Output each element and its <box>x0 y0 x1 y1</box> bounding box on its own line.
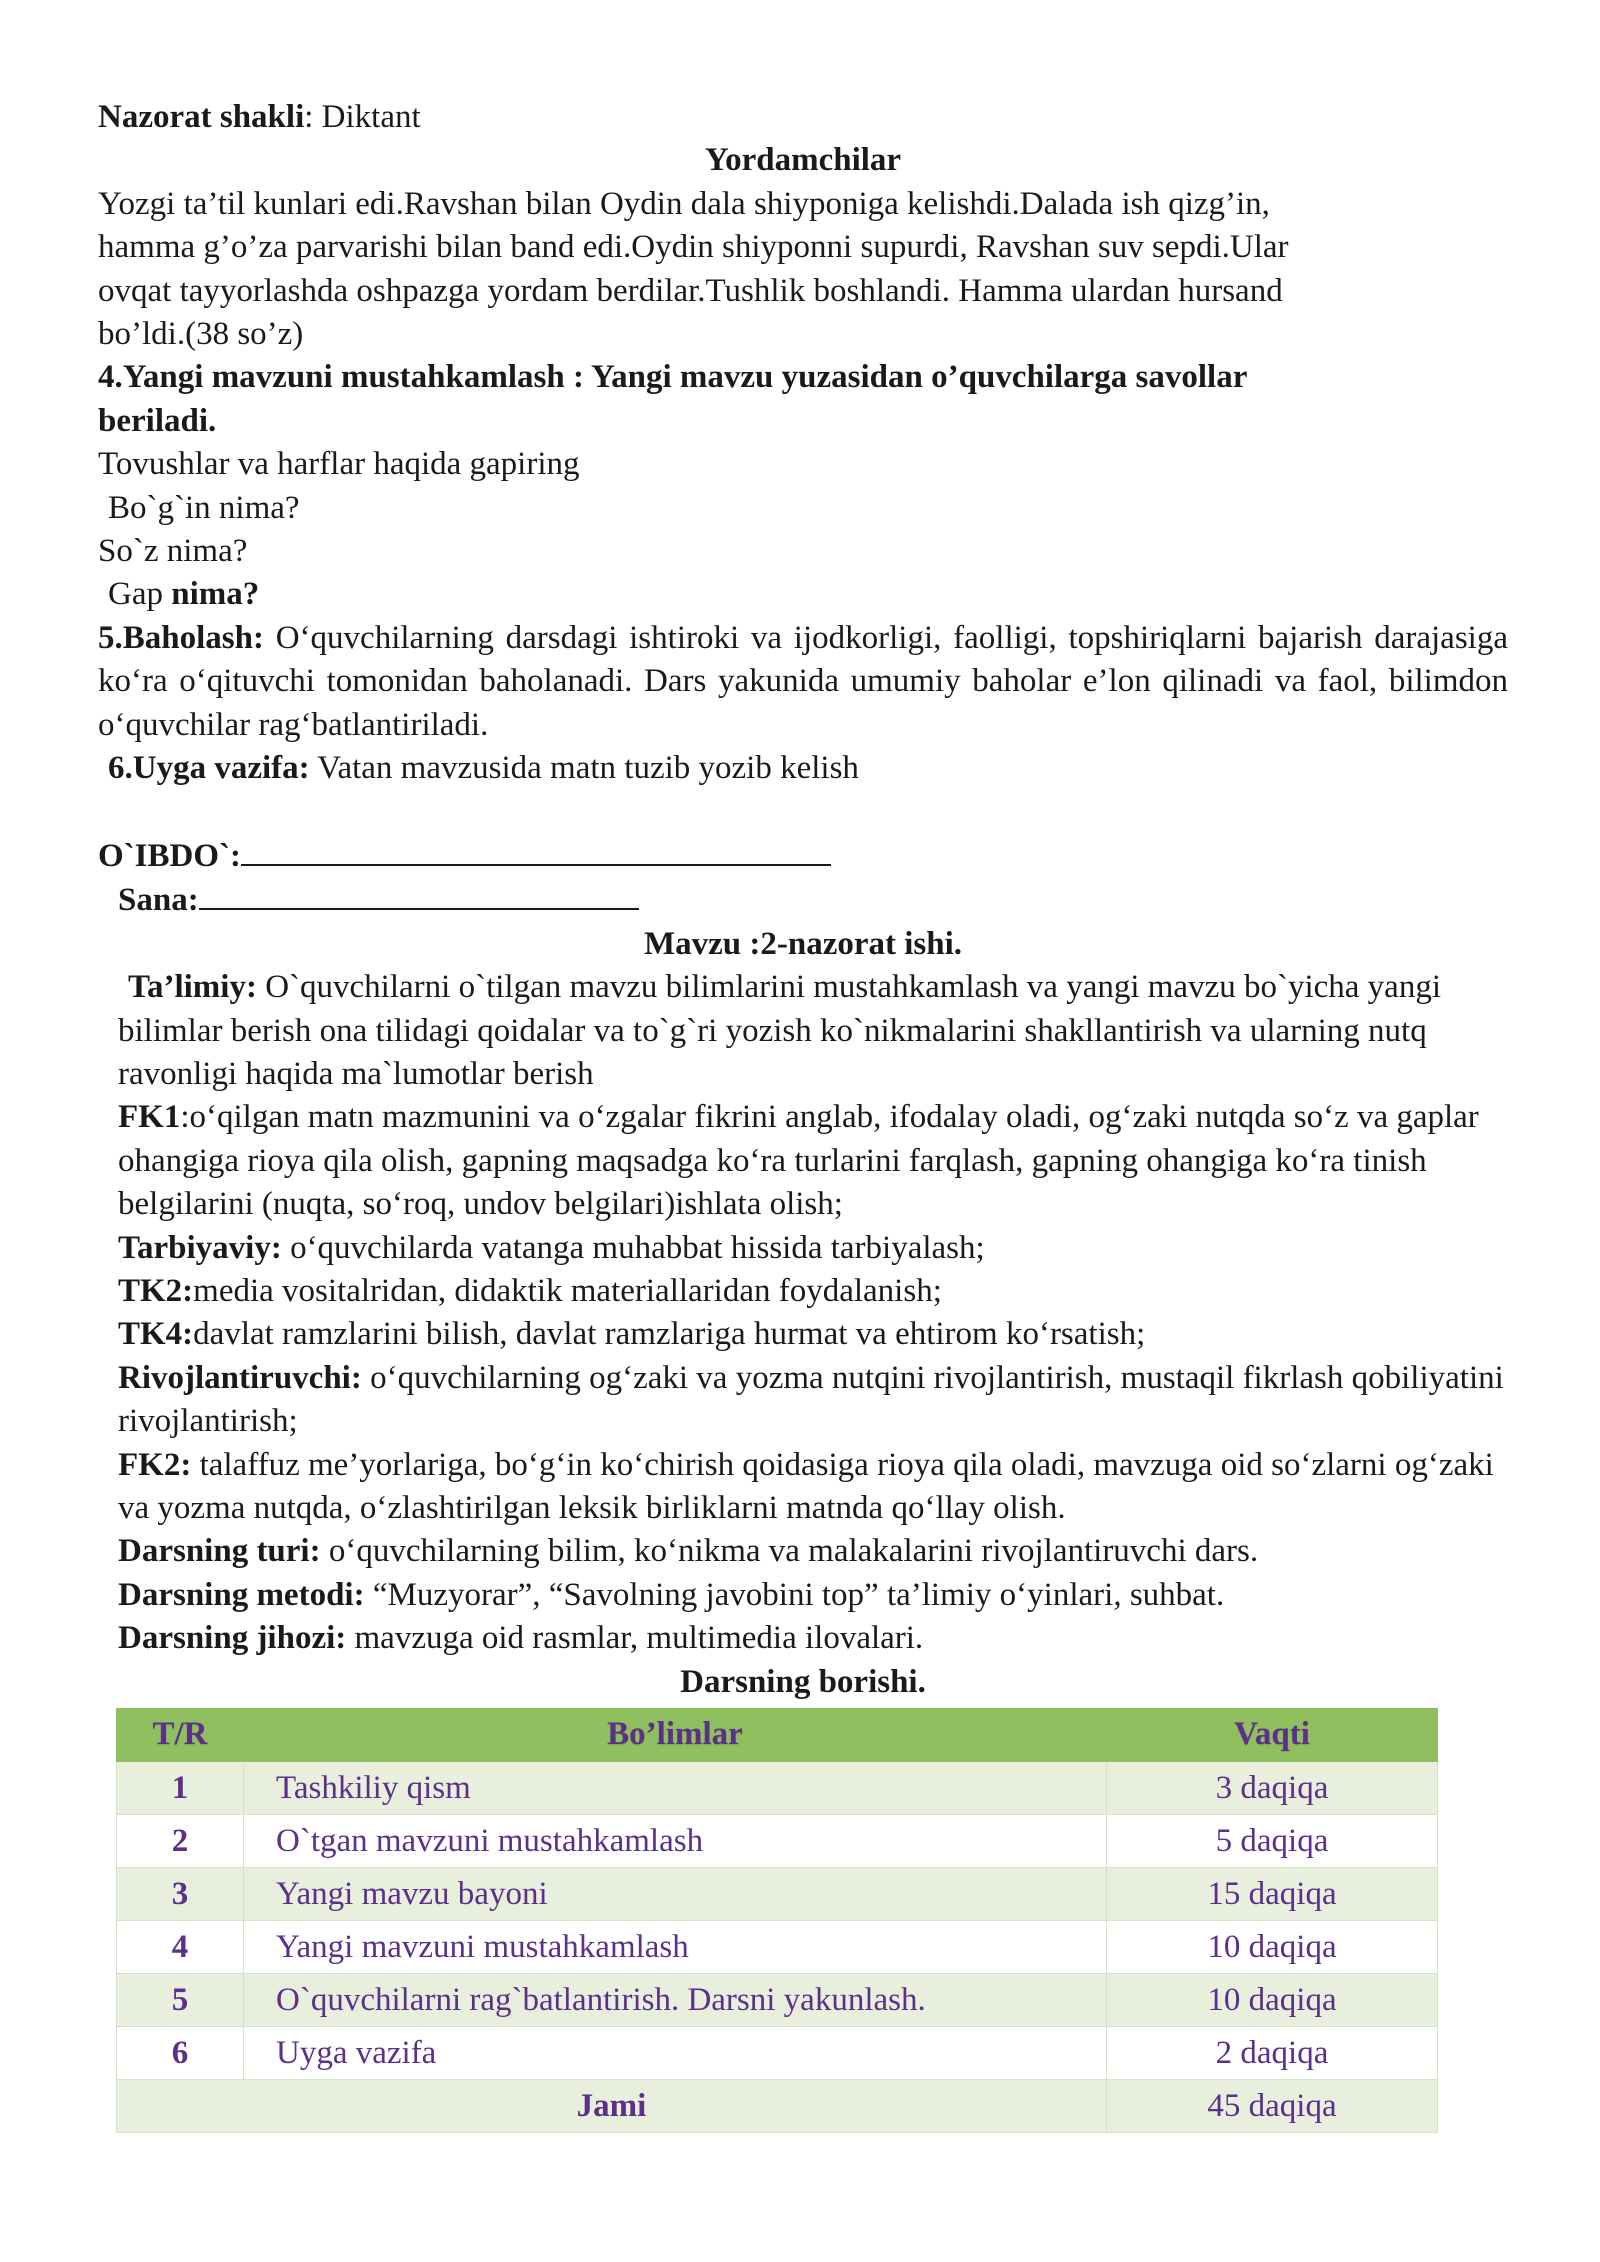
dictation-title: Yordamchilar <box>704 142 902 179</box>
dictation-line: Yozgi ta’til kunlari edi.Ravshan bilan Oydin dala shiyponiga kelishdi.Dalada ish qizg’in, <box>98 185 1270 222</box>
row-time: 5 daqiqa <box>1107 1815 1438 1868</box>
topic-label: Mavzu <box>643 925 750 962</box>
table-total-row <box>117 2080 1438 2133</box>
table-header-row <box>117 1709 1438 1762</box>
section5-label: 5.Baholash: <box>98 619 264 656</box>
row-time: 3 daqiqa <box>1107 1762 1438 1815</box>
lesson-type <box>118 1530 1508 1573</box>
row-time: 10 daqiqa <box>1107 1921 1438 1974</box>
column-header-number: T/R <box>117 1709 244 1762</box>
date-label: Sana: <box>118 882 199 919</box>
row-number: 6 <box>117 2027 244 2080</box>
row-number: 3 <box>117 1868 244 1921</box>
row-section: O`tgan mavzuni mustahkamlash <box>244 1815 1107 1868</box>
row-section: Yangi mavzu bayoni <box>244 1868 1107 1921</box>
row-time: 15 daqiqa <box>1107 1868 1438 1921</box>
table-row <box>117 1974 1438 2027</box>
goal-tk4-text: davlat ramzlarini bilish, davlat ramzlariga hurmat va ehtirom ko‘rsatish; <box>193 1316 1146 1353</box>
section4-heading: 4.Yangi mavzuni mustahkamlash : Yangi mavzu yuzasidan o’quvchilarga savollar <box>98 359 1248 396</box>
goal-educational <box>118 966 1508 1096</box>
section6-line <box>98 747 1508 790</box>
section6-label: 6.Uyga vazifa: <box>108 750 310 787</box>
total-time: 45 daqiqa <box>1107 2080 1438 2133</box>
goal-tk4-label: TK4: <box>118 1316 194 1353</box>
goal-tk2-text: media vositalridan, didaktik materiallaridan foydalanish; <box>193 1272 942 1309</box>
row-number: 5 <box>117 1974 244 2027</box>
question-item <box>98 573 1508 616</box>
lesson-goals <box>98 966 1508 1661</box>
row-section: Yangi mavzuni mustahkamlash <box>244 1921 1107 1974</box>
row-section: O`quvchilarni rag`batlantirish. Darsni yakunlash. <box>244 1974 1107 2027</box>
topic-title <box>98 923 1508 966</box>
section5-paragraph <box>98 617 1508 747</box>
date-blank <box>199 878 639 910</box>
goal-tk2 <box>118 1270 1508 1313</box>
lesson-equipment <box>118 1617 1508 1660</box>
goal-developmental-text: o‘quvchilarning og‘zaki va yozma nutqini rivojlantirish, mustaqil fikrlash qobiliyatini rivojlantirish; <box>118 1359 1504 1440</box>
total-label: Jami <box>117 2080 1107 2133</box>
lesson-plan-table <box>116 1708 1438 2133</box>
control-form-line <box>98 96 1508 139</box>
question-item: Tovushlar va harflar haqida gapiring <box>98 446 580 483</box>
section6-text: Vatan mavzusida matn tuzib yozib kelish <box>309 750 859 787</box>
lesson-type-label: Darsning turi: <box>118 1533 321 1570</box>
lesson-type-text: o‘quvchilarning bilim, ko‘nikma va malakalarini rivojlantiruvchi dars. <box>320 1533 1259 1570</box>
goal-upbringing-label: Tarbiyaviy: <box>118 1229 282 1266</box>
row-time: 2 daqiqa <box>1107 2027 1438 2080</box>
question-text: Gap <box>108 576 172 613</box>
column-header-time: Vaqti <box>1107 1709 1438 1762</box>
goal-fk2-label: FK2: <box>118 1446 192 1483</box>
table-row <box>117 2027 1438 2080</box>
oibdo-blank <box>241 834 831 866</box>
row-number: 2 <box>117 1815 244 1868</box>
lesson-equipment-label: Darsning jihozi: <box>118 1620 347 1657</box>
goal-fk2-text: talaffuz me’yorlariga, bo‘g‘in ko‘chirish qoidasiga rioya qila oladi, mavzuga oid so‘zlarni og‘zaki va yozma nutqda, o‘zlashtirilgan leksik birliklarni matnda qo‘llay olish. <box>118 1446 1494 1526</box>
row-section: Tashkiliy qism <box>244 1762 1107 1815</box>
dictation-line: ovqat tayyorlashda oshpazga yordam berdilar.Tushlik boshlandi. Hamma ulardan hursand <box>98 272 1283 309</box>
control-form-value: Diktant <box>321 99 421 135</box>
table-row <box>117 1868 1438 1921</box>
goal-tk2-label: TK2: <box>118 1272 194 1309</box>
table-row <box>117 1762 1438 1815</box>
question-text-bold: nima? <box>171 576 260 613</box>
spacer <box>98 791 1508 834</box>
oibdo-line <box>98 834 1508 878</box>
table-row <box>117 1921 1438 1974</box>
lesson-method-text: “Muzyorar”, “Savolning javobini top” ta’limiy o‘yinlari, suhbat. <box>364 1576 1225 1613</box>
goal-developmental-label: Rivojlantiruvchi: <box>118 1359 362 1396</box>
row-number: 1 <box>117 1762 244 1815</box>
goal-fk1 <box>118 1096 1508 1226</box>
goal-upbringing-text: o‘quvchilarda vatanga muhabbat hissida tarbiyalash; <box>281 1229 985 1266</box>
lesson-plan-title: Darsning borishi. <box>680 1663 926 1700</box>
control-form-label: Nazorat shakli <box>98 99 305 135</box>
section4-heading-cont: beriladi. <box>98 402 217 439</box>
lesson-method-label: Darsning metodi: <box>118 1576 365 1613</box>
dictation-line: bo’ldi.(38 so’z) <box>98 316 304 353</box>
row-number: 4 <box>117 1921 244 1974</box>
dictation-line: hamma g’o’za parvarishi bilan band edi.Oydin shiyponni supurdi, Ravshan suv sepdi.Ular <box>98 229 1289 266</box>
lesson-equipment-text: mavzuga oid rasmlar, multimedia ilovalari. <box>346 1620 924 1657</box>
goal-tk4 <box>118 1313 1508 1356</box>
lesson-method <box>118 1574 1508 1617</box>
row-time: 10 daqiqa <box>1107 1974 1438 2027</box>
control-form-colon: : <box>304 99 322 135</box>
topic-value: :2-nazorat ishi. <box>749 925 963 962</box>
date-line <box>98 878 1508 922</box>
goal-educational-text: O`quvchilarni o`tilgan mavzu bilimlarini mustahkamlash va yangi mavzu bo`yicha yangi bilimlar berish ona tilidagi qoidalar va to`g`ri yozish ko`nikmalarini shakllantirish va ularning nutq ravonligi haqida ma`lumotlar berish <box>118 969 1441 1092</box>
goal-upbringing <box>118 1227 1508 1270</box>
question-item: Bo`g`in nima? <box>108 489 300 526</box>
goal-educational-label: Ta’limiy: <box>128 969 257 1006</box>
row-section: Uyga vazifa <box>244 2027 1107 2080</box>
question-item: So`z nima? <box>98 533 248 570</box>
column-header-sections: Bo’limlar <box>244 1709 1107 1762</box>
goal-fk2 <box>118 1444 1508 1531</box>
section5-text: O‘quvchilarning darsdagi ishtiroki va ijodkorligi, faolligi, topshiriqlarni bajarish darajasiga ko‘ra o‘qituvchi tomonidan baholanadi. Dars yakunida umumiy baholar e’lon qilinadi va faol, bilimdon o‘quvchilar rag‘batlantiriladi. <box>98 619 1508 743</box>
goal-fk1-text: :o‘qilgan matn mazmunini va o‘zgalar fikrini anglab, ifodalay oladi, og‘zaki nutqda so‘z va gaplar ohangiga rioya qila olish, gapning maqsadga ko‘ra turlarini farqlash, gapning ohangiga ko‘ra tinish belgilarini (nuqta, so‘roq, undov belgilari)ishlata olish; <box>118 1099 1479 1223</box>
table-row <box>117 1815 1438 1868</box>
document-page <box>98 96 1508 2133</box>
oibdo-label: O`IBDO`: <box>98 837 241 874</box>
goal-fk1-label: FK1 <box>118 1099 181 1136</box>
goal-developmental <box>118 1357 1508 1444</box>
